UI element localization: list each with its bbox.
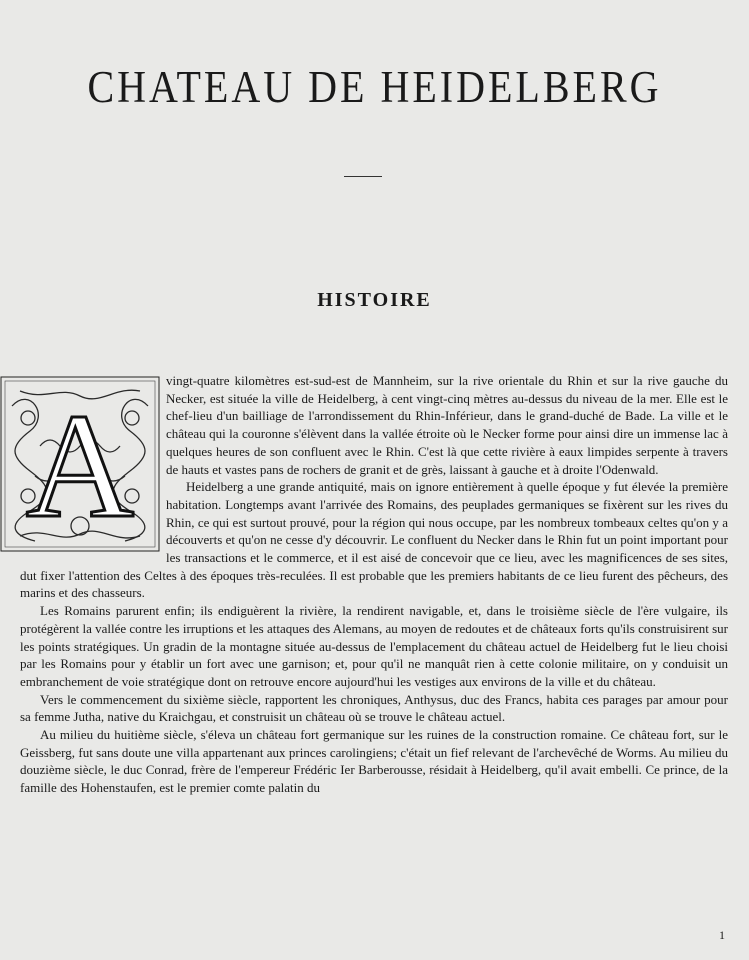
body-text: [20, 372, 728, 797]
page-title: CHATEAU DE HEIDELBERG: [87, 60, 662, 113]
section-heading: HISTOIRE: [317, 288, 432, 311]
paragraph: Au milieu du huitième siècle, s'éleva un château fort germanique sur les ruines de la construction romaine. Ce château fort, sur le Geissberg, fut sans doute une villa appartenant aux princes carolingiens; c'était un fief relevant de l'archevêché de Worms. Au milieu du douzième siècle, le duc Conrad, frère de l'empereur Frédéric Ier Barberousse, résidait à Heidelberg, qu'il avait embelli. Ce prince, de la famille des Hohenstaufen, est le premier comte palatin du: [20, 727, 728, 796]
page-number: 1: [719, 928, 725, 942]
paragraph: Les Romains parurent enfin; ils endiguèrent la rivière, la rendirent navigable, et, dans le troisième siècle de l'ère vulgaire, ils protégèrent la vallée contre les irruptions et les attaques des Alemans, au moyen de redoutes et de châteaux forts qu'ils construisirent sur les points stratégiques. Un gradin de la montagne située au-dessus de l'emplacement du château actuel de Heidelberg fut le lieu choisi par les Romains pour y établir un fort avec une garnison; et, pour qu'il ne manquât rien à cette colonie militaire, on y conduisit un embranchement de voie stratégique dont on retrouve encore aujourd'hui les vestiges aux environs de la ville et du château.: [20, 603, 728, 689]
paragraph: Vers le commencement du sixième siècle, rapportent les chroniques, Anthysus, duc des Francs, habita ces parages par amour pour sa femme Jutha, native du Kraichgau, et construisit un château où se trouve le château actuel.: [20, 691, 728, 725]
ornament-icon: [0, 376, 160, 552]
svg-text:A: A: [25, 383, 135, 549]
paragraph: Heidelberg a une grande antiquité, mais on ignore entièrement à quelle époque y fut élevée la première habitation. Longtemps avant l'arrivée des Romains, des peuplades germaniques se fixèrent sur les rives du Rhin, ce qui est surtout prouvé, pour la région qui nous occupe, par les nombreux tombeaux celtes qu'on y a découverts et qu'on ne cesse d'y découvrir. Le confluent du Necker dans le Rhin fut un point important pour les transactions et le commerce, et il est aisé de concevoir que ce lieu, avec les magnificences de ses sites, dut fixer l'attention des Celtes à des époques très-reculées. Il est probable que les premiers habitants de ce lieu furent des pêcheurs, des marins et des chasseurs.: [20, 479, 728, 601]
paragraph: vingt-quatre kilomètres est-sud-est de Mannheim, sur la rive orientale du Rhin et sur la rive gauche du Necker, est située la ville de Heidelberg, à cent vingt-cinq mètres au-dessus du niveau de la mer. Elle est le chef-lieu d'un bailliage de l'arrondissement du Rhin-Inférieur, dans le grand-duché de Bade. La ville et le château qui la couronne s'élèvent dans la vallée étroite où le Necker forme pour ainsi dire un immense lac à quelques heures de son confluent avec le Rhin. C'est là que cette rivière à eaux limpides serpente à travers de hauts et vastes pans de rochers de granit et de grès, laissant à gauche et à droite l'Odenwald.: [166, 373, 728, 477]
title-divider: [344, 176, 382, 177]
decorated-initial: [0, 376, 160, 552]
